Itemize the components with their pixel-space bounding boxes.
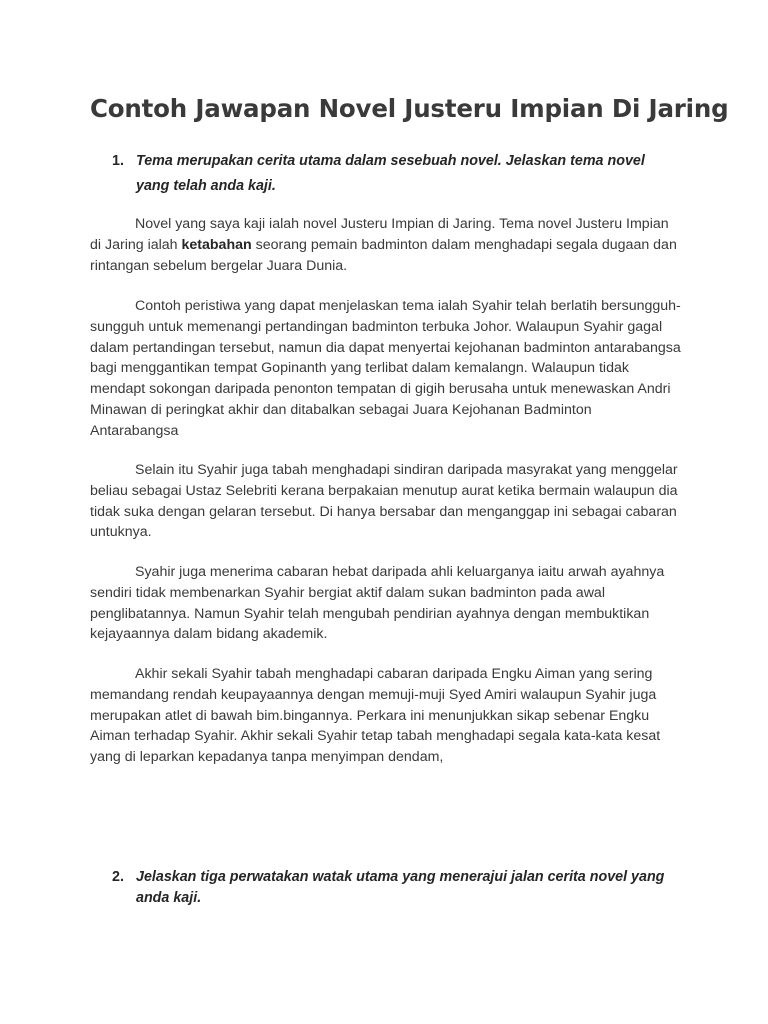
- question-2: [112, 867, 682, 909]
- question-1-text: Tema merupakan cerita utama dalam sesebuah novel. Jelaskan tema novel yang telah anda kaji.: [136, 153, 645, 194]
- question-2-number: 2.: [112, 869, 124, 885]
- question-2-text: Jelaskan tiga perwatakan watak utama yang menerajui jalan cerita novel yang anda kaji.: [136, 869, 665, 906]
- paragraph-1-start: Novel yang saya kaji ialah novel Justeru Impian di Jaring. Tema novel Justeru Impian di Jaring ialah: [90, 216, 669, 253]
- question-1-number: 1.: [112, 153, 124, 169]
- paragraph-1-bold-term: ketabahan: [181, 236, 252, 253]
- paragraph-3: Selain itu Syahir juga tabah menghadapi sindiran daripada masyrakat yang menggelar beliau sebagai Ustaz Selebriti kerana berpakaian menutup aurat ketika bermain walaupun dia tidak suka dengan gelaran tersebut. Di hanya bersabar dan menganggap ini sebagai cabaran untuknya.: [90, 462, 678, 541]
- document-title: Contoh Jawapan Novel Justeru Impian Di Jaring: [90, 94, 729, 123]
- paragraph-5: Akhir sekali Syahir tabah menghadapi cabaran daripada Engku Aiman yang sering memandang rendah keupayaannya dengan memuji-muji Syed Amiri walaupun Syahir juga merupakan atlet di bawah bim.bingannya. Perkara ini menunjukkan sikap sebenar Engku Aiman terhadap Syahir. Akhir sekali Syahir tetap tabah menghadapi segala kata-kata kesat yang di leparkan kepadanya tanpa menyimpan dendam,: [90, 666, 661, 766]
- paragraph-4: Syahir juga menerima cabaran hebat daripada ahli keluarganya iaitu arwah ayahnya sendiri tidak membenarkan Syahir bergiat aktif dalam sukan badminton pada awal penglibatannya. Namun Syahir telah mengubah pendirian ayahnya dengan membuktikan kejayaannya dalam bidang akademik.: [90, 564, 665, 643]
- paragraph-1-end: seorang pemain badminton dalam menghadapi segala dugaan dan rintangan sebelum bergelar Juara Dunia.: [90, 236, 677, 274]
- paragraph-2: Contoh peristiwa yang dapat menjelaskan tema ialah Syahir telah berlatih bersungguh-sungguh untuk memenangi pertandingan badminton terbuka Johor. Walaupun Syahir gagal dalam pertandingan tersebut, namun dia dapat menyertai kejohanan badminton antarabangsa bagi menggantikan tempat Gopinanth yang terlibat dalam kemalangn. Walaupun tidak mendapt sokongan daripada penonton tempatan di gigih berusaha untuk menewaskan Andri Minawan di peringkat akhir dan ditabalkan sebagai Juara Kejohanan Badminton Antarabangsa: [90, 298, 681, 439]
- paragraph-1: [90, 214, 682, 276]
- question-1: [112, 149, 682, 199]
